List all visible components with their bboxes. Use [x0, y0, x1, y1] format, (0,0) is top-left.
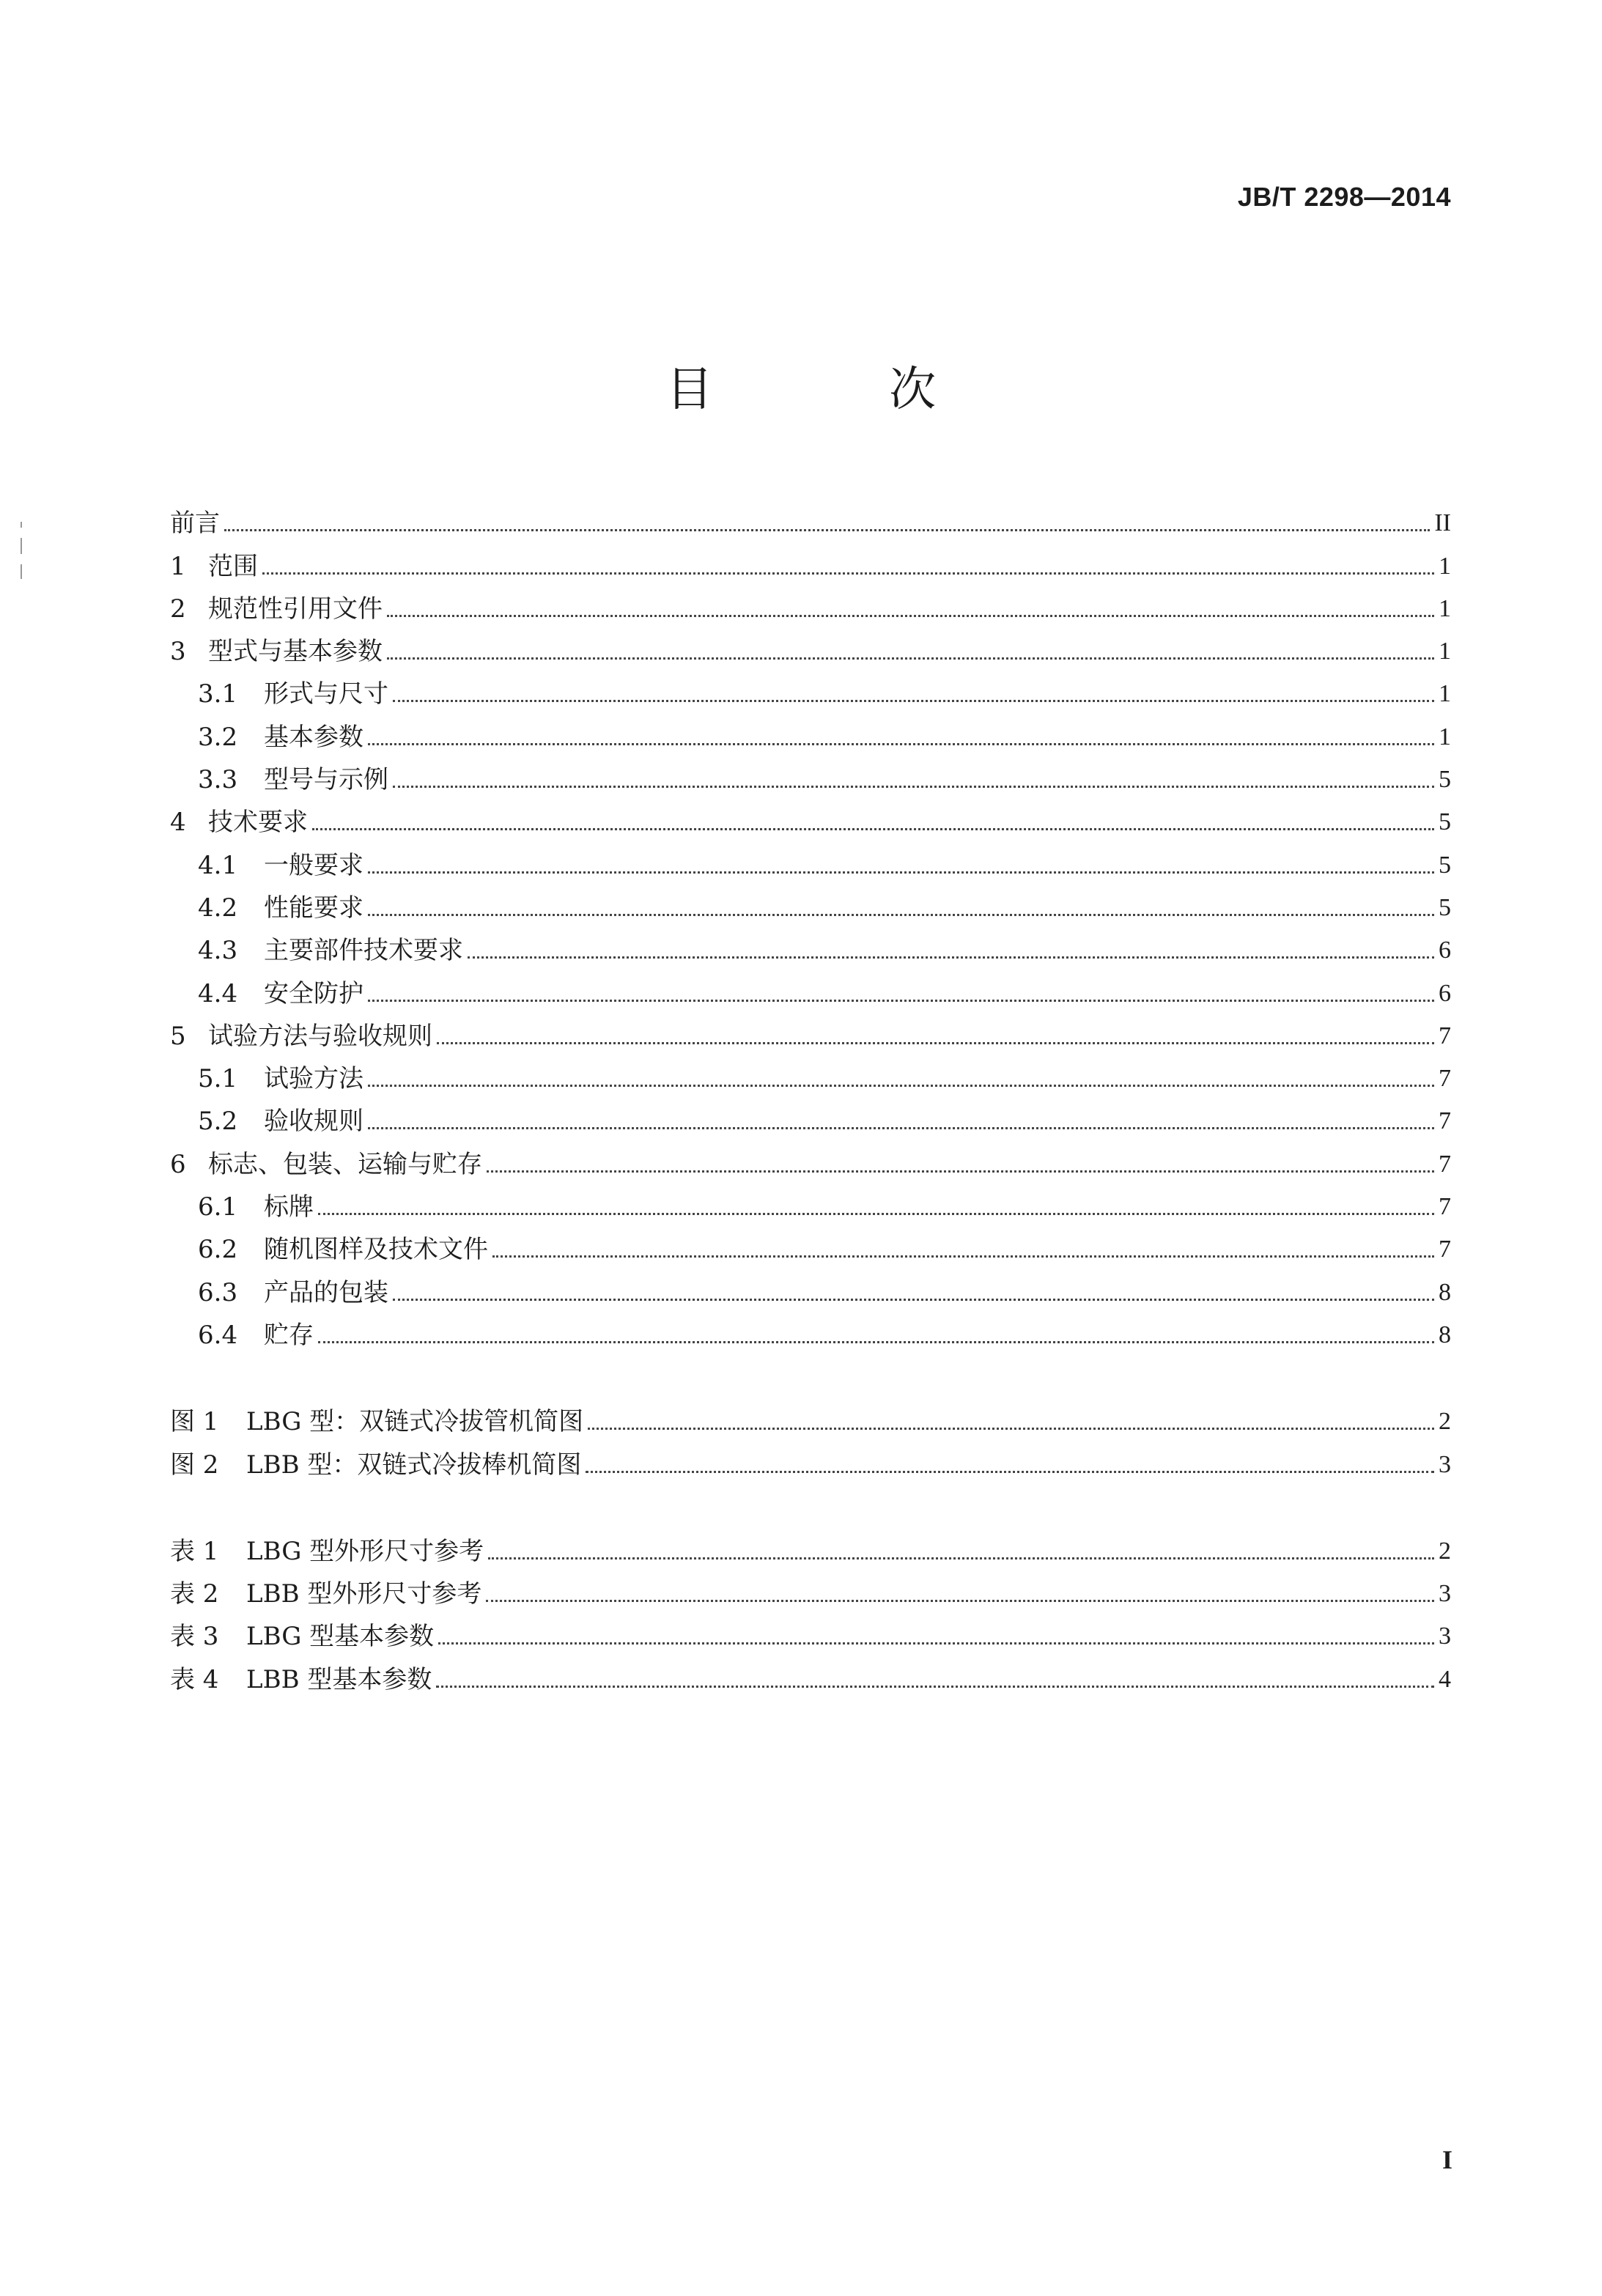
page-number: I [1442, 2145, 1452, 2174]
toc-entry-label: 试验方法与验收规则 [208, 1021, 432, 1051]
toc-entry[interactable] [170, 624, 1451, 666]
toc-entry[interactable] [170, 1093, 1451, 1136]
toc-dot-leader [438, 1642, 1434, 1645]
toc-dot-leader [487, 1170, 1434, 1173]
toc-entry[interactable] [170, 709, 1451, 751]
toc-figure-entry[interactable] [170, 1394, 1451, 1436]
toc-entry[interactable] [170, 965, 1451, 1008]
toc-entry-page: 7 [1439, 1065, 1451, 1093]
toc-entry-page: 5 [1439, 851, 1451, 879]
toc-entry-number: 表 2 [170, 1579, 219, 1609]
toc-entry-label: 主要部件技术要求 [264, 936, 463, 966]
toc-entry-label: 贮存 [264, 1320, 314, 1350]
toc-entry-label: LBB 型外形尺寸参考 [246, 1579, 482, 1609]
toc-entry-number: 图 2 [170, 1450, 219, 1480]
toc-entry-page: 7 [1439, 1107, 1451, 1135]
toc-entry-label: 型式与基本参数 [208, 637, 383, 667]
toc-entry[interactable] [170, 837, 1451, 879]
toc-entry-label: 标志、包装、运输与贮存 [208, 1149, 482, 1179]
toc-entry-label: 范围 [208, 551, 258, 581]
toc-dot-leader [393, 1299, 1434, 1301]
toc-entry-page: 4 [1439, 1665, 1451, 1693]
toc-entry-page: 6 [1439, 937, 1451, 964]
toc-dot-leader [393, 786, 1434, 788]
toc-dot-leader [368, 871, 1434, 874]
toc-dot-leader [318, 1213, 1434, 1215]
toc-entry-label: 随机图样及技术文件 [264, 1235, 488, 1265]
toc-entry-number: 3.2 [198, 722, 238, 752]
toc-entry-number: 6.1 [198, 1192, 238, 1222]
toc-entry-number: 4.3 [198, 936, 238, 966]
toc-entry-page: II [1434, 509, 1451, 537]
toc-entry-label: 产品的包装 [264, 1277, 388, 1307]
toc-entry[interactable] [170, 794, 1451, 837]
toc-dot-leader [492, 1255, 1434, 1258]
toc-entry-number: 6.2 [198, 1235, 238, 1265]
toc-entry-label: 前言 [170, 509, 220, 539]
toc-entry-page: 3 [1439, 1450, 1451, 1478]
toc-figure-list [170, 1394, 1451, 1480]
toc-dot-leader [488, 1557, 1434, 1559]
toc-dot-leader [224, 529, 1430, 531]
toc-entry-page: 1 [1439, 638, 1451, 665]
toc-table-entry[interactable] [170, 1566, 1451, 1609]
toc-dot-leader [468, 956, 1434, 959]
toc-entry[interactable] [170, 538, 1451, 580]
toc-entry-label: 安全防护 [264, 978, 363, 1008]
toc-entry-label: 标牌 [264, 1192, 314, 1222]
toc-entry-number: 5.2 [198, 1107, 238, 1137]
toc-dot-leader [436, 1686, 1434, 1688]
toc-entry-page: 8 [1439, 1321, 1451, 1348]
toc-entry-number: 图 1 [170, 1407, 219, 1437]
toc-dot-leader [368, 914, 1434, 916]
toc-entry-label: LBG 型：双链式冷拔管机简图 [246, 1407, 584, 1437]
toc-entry-page: 1 [1439, 552, 1451, 580]
toc-entry-label: LBG 型基本参数 [246, 1622, 435, 1652]
toc-dot-leader [393, 700, 1434, 702]
toc-entry-label: LBB 型基本参数 [246, 1664, 432, 1694]
toc-dot-leader [368, 1000, 1434, 1002]
toc-entry-number: 4.4 [198, 978, 238, 1008]
toc-table-list [170, 1524, 1451, 1694]
toc-gap [170, 1480, 1451, 1524]
toc-entry-page: 7 [1439, 1022, 1451, 1049]
toc-entry-number: 3 [170, 637, 186, 667]
toc-entry[interactable] [170, 1136, 1451, 1178]
toc-dot-leader [588, 1428, 1434, 1430]
toc-entry-number: 4 [170, 808, 186, 838]
toc-dot-leader [318, 1341, 1434, 1343]
toc-table-entry[interactable] [170, 1651, 1451, 1694]
toc-entry[interactable] [170, 752, 1451, 794]
toc-entry-number: 2 [170, 594, 186, 624]
toc-entry[interactable] [170, 923, 1451, 965]
toc-entry-page: 7 [1439, 1236, 1451, 1263]
toc-entry-label: 验收规则 [264, 1107, 363, 1137]
toc-dot-leader [368, 743, 1434, 745]
toc-entry-label: 基本参数 [264, 722, 363, 752]
toc-entry[interactable] [170, 1307, 1451, 1350]
toc-gap [170, 1350, 1451, 1394]
toc-entry-page: 7 [1439, 1193, 1451, 1221]
toc-entry[interactable] [170, 666, 1451, 709]
toc-dot-leader [312, 828, 1434, 830]
toc-entry-number: 表 4 [170, 1664, 219, 1694]
toc-entry-number: 4.2 [198, 893, 238, 923]
standard-number: JB/T 2298—2014 [1237, 182, 1451, 212]
toc-entry[interactable] [170, 1222, 1451, 1264]
toc-dot-leader [368, 1127, 1434, 1129]
toc-dot-leader [262, 572, 1434, 575]
toc-dot-leader [368, 1085, 1434, 1087]
toc-entry[interactable] [170, 581, 1451, 624]
toc-entry-page: 5 [1439, 893, 1451, 921]
toc-entry-page: 3 [1439, 1623, 1451, 1650]
toc-entry-number: 5.1 [198, 1064, 238, 1094]
toc-section-list [170, 495, 1451, 1350]
toc-entry-label: 规范性引用文件 [208, 594, 383, 624]
toc-entry-label: LBB 型：双链式冷拔棒机简图 [246, 1450, 582, 1480]
toc-entry-number: 6.4 [198, 1320, 238, 1350]
toc-entry-number: 6.3 [198, 1277, 238, 1307]
toc-entry-page: 1 [1439, 594, 1451, 622]
toc-entry-label: 形式与尺寸 [264, 679, 388, 709]
toc-entry[interactable] [170, 1264, 1451, 1307]
toc-entry-number: 6 [170, 1149, 186, 1179]
toc-entry[interactable] [170, 880, 1451, 923]
table-of-contents [170, 495, 1451, 1694]
toc-table-entry[interactable] [170, 1609, 1451, 1651]
toc-dot-leader [387, 657, 1434, 660]
toc-entry-page: 7 [1439, 1150, 1451, 1178]
toc-entry-page: 8 [1439, 1278, 1451, 1306]
toc-entry-label: 技术要求 [208, 808, 308, 838]
toc-entry-number: 3.3 [198, 765, 238, 795]
toc-entry[interactable] [170, 1179, 1451, 1222]
page-title: 目 次 [665, 363, 1017, 417]
toc-figure-entry[interactable] [170, 1436, 1451, 1479]
toc-entry[interactable] [170, 1051, 1451, 1093]
toc-entry-number: 4.1 [198, 850, 238, 880]
toc-entry-label: 型号与示例 [264, 765, 388, 795]
toc-entry[interactable] [170, 1008, 1451, 1051]
toc-dot-leader [387, 615, 1434, 617]
toc-entry-page: 1 [1439, 723, 1451, 750]
toc-entry-number: 1 [170, 551, 186, 581]
toc-entry-page: 6 [1439, 979, 1451, 1007]
toc-table-entry[interactable] [170, 1524, 1451, 1566]
toc-entry-page: 3 [1439, 1580, 1451, 1608]
toc-entry-label: 一般要求 [264, 850, 363, 880]
toc-entry-number: 表 1 [170, 1536, 219, 1566]
toc-dot-leader [586, 1471, 1434, 1473]
scan-margin-marks [21, 522, 23, 589]
toc-entry-label: 试验方法 [264, 1064, 363, 1094]
toc-entry-label: LBG 型外形尺寸参考 [246, 1536, 484, 1566]
toc-entry-label: 性能要求 [264, 893, 363, 923]
toc-entry[interactable] [170, 495, 1451, 538]
toc-entry-page: 5 [1439, 766, 1451, 794]
toc-dot-leader [437, 1042, 1434, 1044]
toc-entry-number: 5 [170, 1021, 186, 1051]
toc-entry-number: 3.1 [198, 679, 238, 709]
toc-entry-number: 表 3 [170, 1622, 219, 1652]
toc-entry-page: 2 [1439, 1408, 1451, 1436]
toc-entry-page: 5 [1439, 808, 1451, 836]
toc-entry-page: 1 [1439, 680, 1451, 708]
toc-dot-leader [486, 1600, 1434, 1602]
toc-entry-page: 2 [1439, 1537, 1451, 1565]
